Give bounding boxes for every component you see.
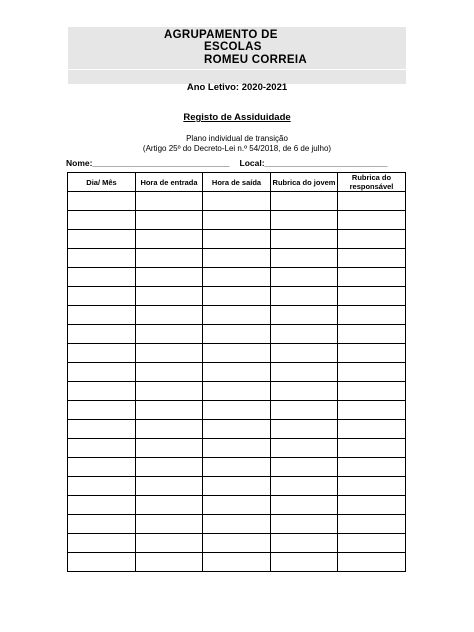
table-cell[interactable] [136,268,203,287]
table-row [68,211,406,230]
subtitle-article: (Artigo 25º do Decreto-Lei n.º 54/2018, de 6 de julho) [142,144,332,153]
table-cell[interactable] [203,553,271,572]
table-cell[interactable] [136,534,203,553]
table-cell[interactable] [338,458,406,477]
table-header-row [68,173,406,192]
table-cell[interactable] [68,363,136,382]
header-entry-time: Hora de entrada [136,173,203,192]
table-row [68,306,406,325]
table-cell[interactable] [271,268,338,287]
table-cell[interactable] [338,439,406,458]
table-cell[interactable] [136,192,203,211]
table-cell[interactable] [203,382,271,401]
table-cell[interactable] [136,477,203,496]
table-cell[interactable] [203,401,271,420]
table-cell[interactable] [271,230,338,249]
table-cell[interactable] [203,249,271,268]
table-cell[interactable] [68,230,136,249]
table-row [68,287,406,306]
table-cell[interactable] [338,496,406,515]
table-cell[interactable] [68,306,136,325]
table-cell[interactable] [271,382,338,401]
table-row [68,401,406,420]
header-youth-signature: Rubrica do jovem [271,173,338,192]
table-row [68,496,406,515]
table-cell[interactable] [338,249,406,268]
table-cell[interactable] [338,401,406,420]
table-row [68,230,406,249]
table-cell[interactable] [338,363,406,382]
table-cell[interactable] [271,515,338,534]
table-row [68,344,406,363]
form-fields [66,158,388,168]
table-cell[interactable] [203,458,271,477]
table-cell[interactable] [271,553,338,572]
school-name-line2: ESCOLAS [204,41,262,53]
school-name-line1: AGRUPAMENTO DE [164,29,278,41]
table-cell[interactable] [68,439,136,458]
table-cell[interactable] [203,230,271,249]
header-exit-time: Hora de saída [203,173,271,192]
table-cell[interactable] [271,325,338,344]
table-cell[interactable] [271,306,338,325]
table-cell[interactable] [136,439,203,458]
table-cell[interactable] [271,211,338,230]
table-row [68,515,406,534]
table-cell[interactable] [338,420,406,439]
table-cell[interactable] [203,306,271,325]
table-cell[interactable] [271,477,338,496]
table-cell[interactable] [338,325,406,344]
table-cell[interactable] [271,192,338,211]
table-cell[interactable] [338,553,406,572]
table-cell[interactable] [203,420,271,439]
table-cell[interactable] [203,268,271,287]
table-cell[interactable] [68,249,136,268]
table-cell[interactable] [136,515,203,534]
table-row [68,477,406,496]
table-cell[interactable] [338,344,406,363]
table-cell[interactable] [136,211,203,230]
table-cell[interactable] [271,534,338,553]
name-field[interactable]: Nome:_____________________________ [66,158,230,168]
table-cell[interactable] [68,458,136,477]
table-cell[interactable] [338,192,406,211]
table-row [68,534,406,553]
table-cell[interactable] [203,287,271,306]
table-cell[interactable] [203,477,271,496]
table-cell[interactable] [338,287,406,306]
table-cell[interactable] [271,363,338,382]
table-cell[interactable] [203,192,271,211]
table-row [68,439,406,458]
school-header [68,27,406,69]
table-cell[interactable] [68,534,136,553]
table-row [68,363,406,382]
table-cell[interactable] [68,268,136,287]
table-cell[interactable] [338,515,406,534]
table-cell[interactable] [271,249,338,268]
table-cell[interactable] [136,344,203,363]
table-cell[interactable] [68,496,136,515]
table-cell[interactable] [136,230,203,249]
subtitle-plan: Plano individual de transição [186,134,288,143]
table-cell[interactable] [271,420,338,439]
table-cell[interactable] [68,401,136,420]
table-cell[interactable] [338,230,406,249]
table-row [68,192,406,211]
table-cell[interactable] [68,382,136,401]
table-cell[interactable] [136,553,203,572]
table-cell[interactable] [136,401,203,420]
table-cell[interactable] [203,515,271,534]
table-row [68,249,406,268]
table-cell[interactable] [338,268,406,287]
table-cell[interactable] [338,211,406,230]
table-cell[interactable] [68,211,136,230]
local-field[interactable]: Local:__________________________ [239,158,388,168]
table-cell[interactable] [136,306,203,325]
table-row [68,553,406,572]
header-day-month: Dia/ Mês [68,173,136,192]
table-cell[interactable] [68,344,136,363]
table-cell[interactable] [68,420,136,439]
table-row [68,268,406,287]
table-cell[interactable] [203,363,271,382]
table-cell[interactable] [68,553,136,572]
table-row [68,420,406,439]
table-cell[interactable] [136,287,203,306]
school-name-line3: ROMEU CORREIA [204,54,307,66]
table-cell[interactable] [203,325,271,344]
table-cell[interactable] [136,496,203,515]
table-cell[interactable] [68,515,136,534]
table-cell[interactable] [338,306,406,325]
table-cell[interactable] [136,382,203,401]
table-cell[interactable] [68,287,136,306]
table-cell[interactable] [338,382,406,401]
table-cell[interactable] [136,325,203,344]
table-cell[interactable] [203,439,271,458]
table-cell[interactable] [271,439,338,458]
table-cell[interactable] [271,344,338,363]
table-cell[interactable] [271,401,338,420]
table-cell[interactable] [271,496,338,515]
table-cell[interactable] [136,249,203,268]
table-cell[interactable] [271,287,338,306]
table-cell[interactable] [136,363,203,382]
table-row [68,325,406,344]
table-cell[interactable] [136,420,203,439]
table-cell[interactable] [136,458,203,477]
school-year: Ano Letivo: 2020-2021 [186,82,288,93]
table-cell[interactable] [338,477,406,496]
table-row [68,458,406,477]
table-cell[interactable] [271,458,338,477]
table-cell[interactable] [203,496,271,515]
document-title: Registo de Assiduidade [183,112,291,123]
table-cell[interactable] [203,534,271,553]
table-row [68,382,406,401]
table-cell[interactable] [203,211,271,230]
attendance-table [67,172,406,572]
table-cell[interactable] [338,534,406,553]
table-cell[interactable] [68,477,136,496]
table-cell[interactable] [68,325,136,344]
header-guardian-signature: Rubrica do responsável [338,173,406,192]
table-cell[interactable] [68,192,136,211]
table-cell[interactable] [203,344,271,363]
